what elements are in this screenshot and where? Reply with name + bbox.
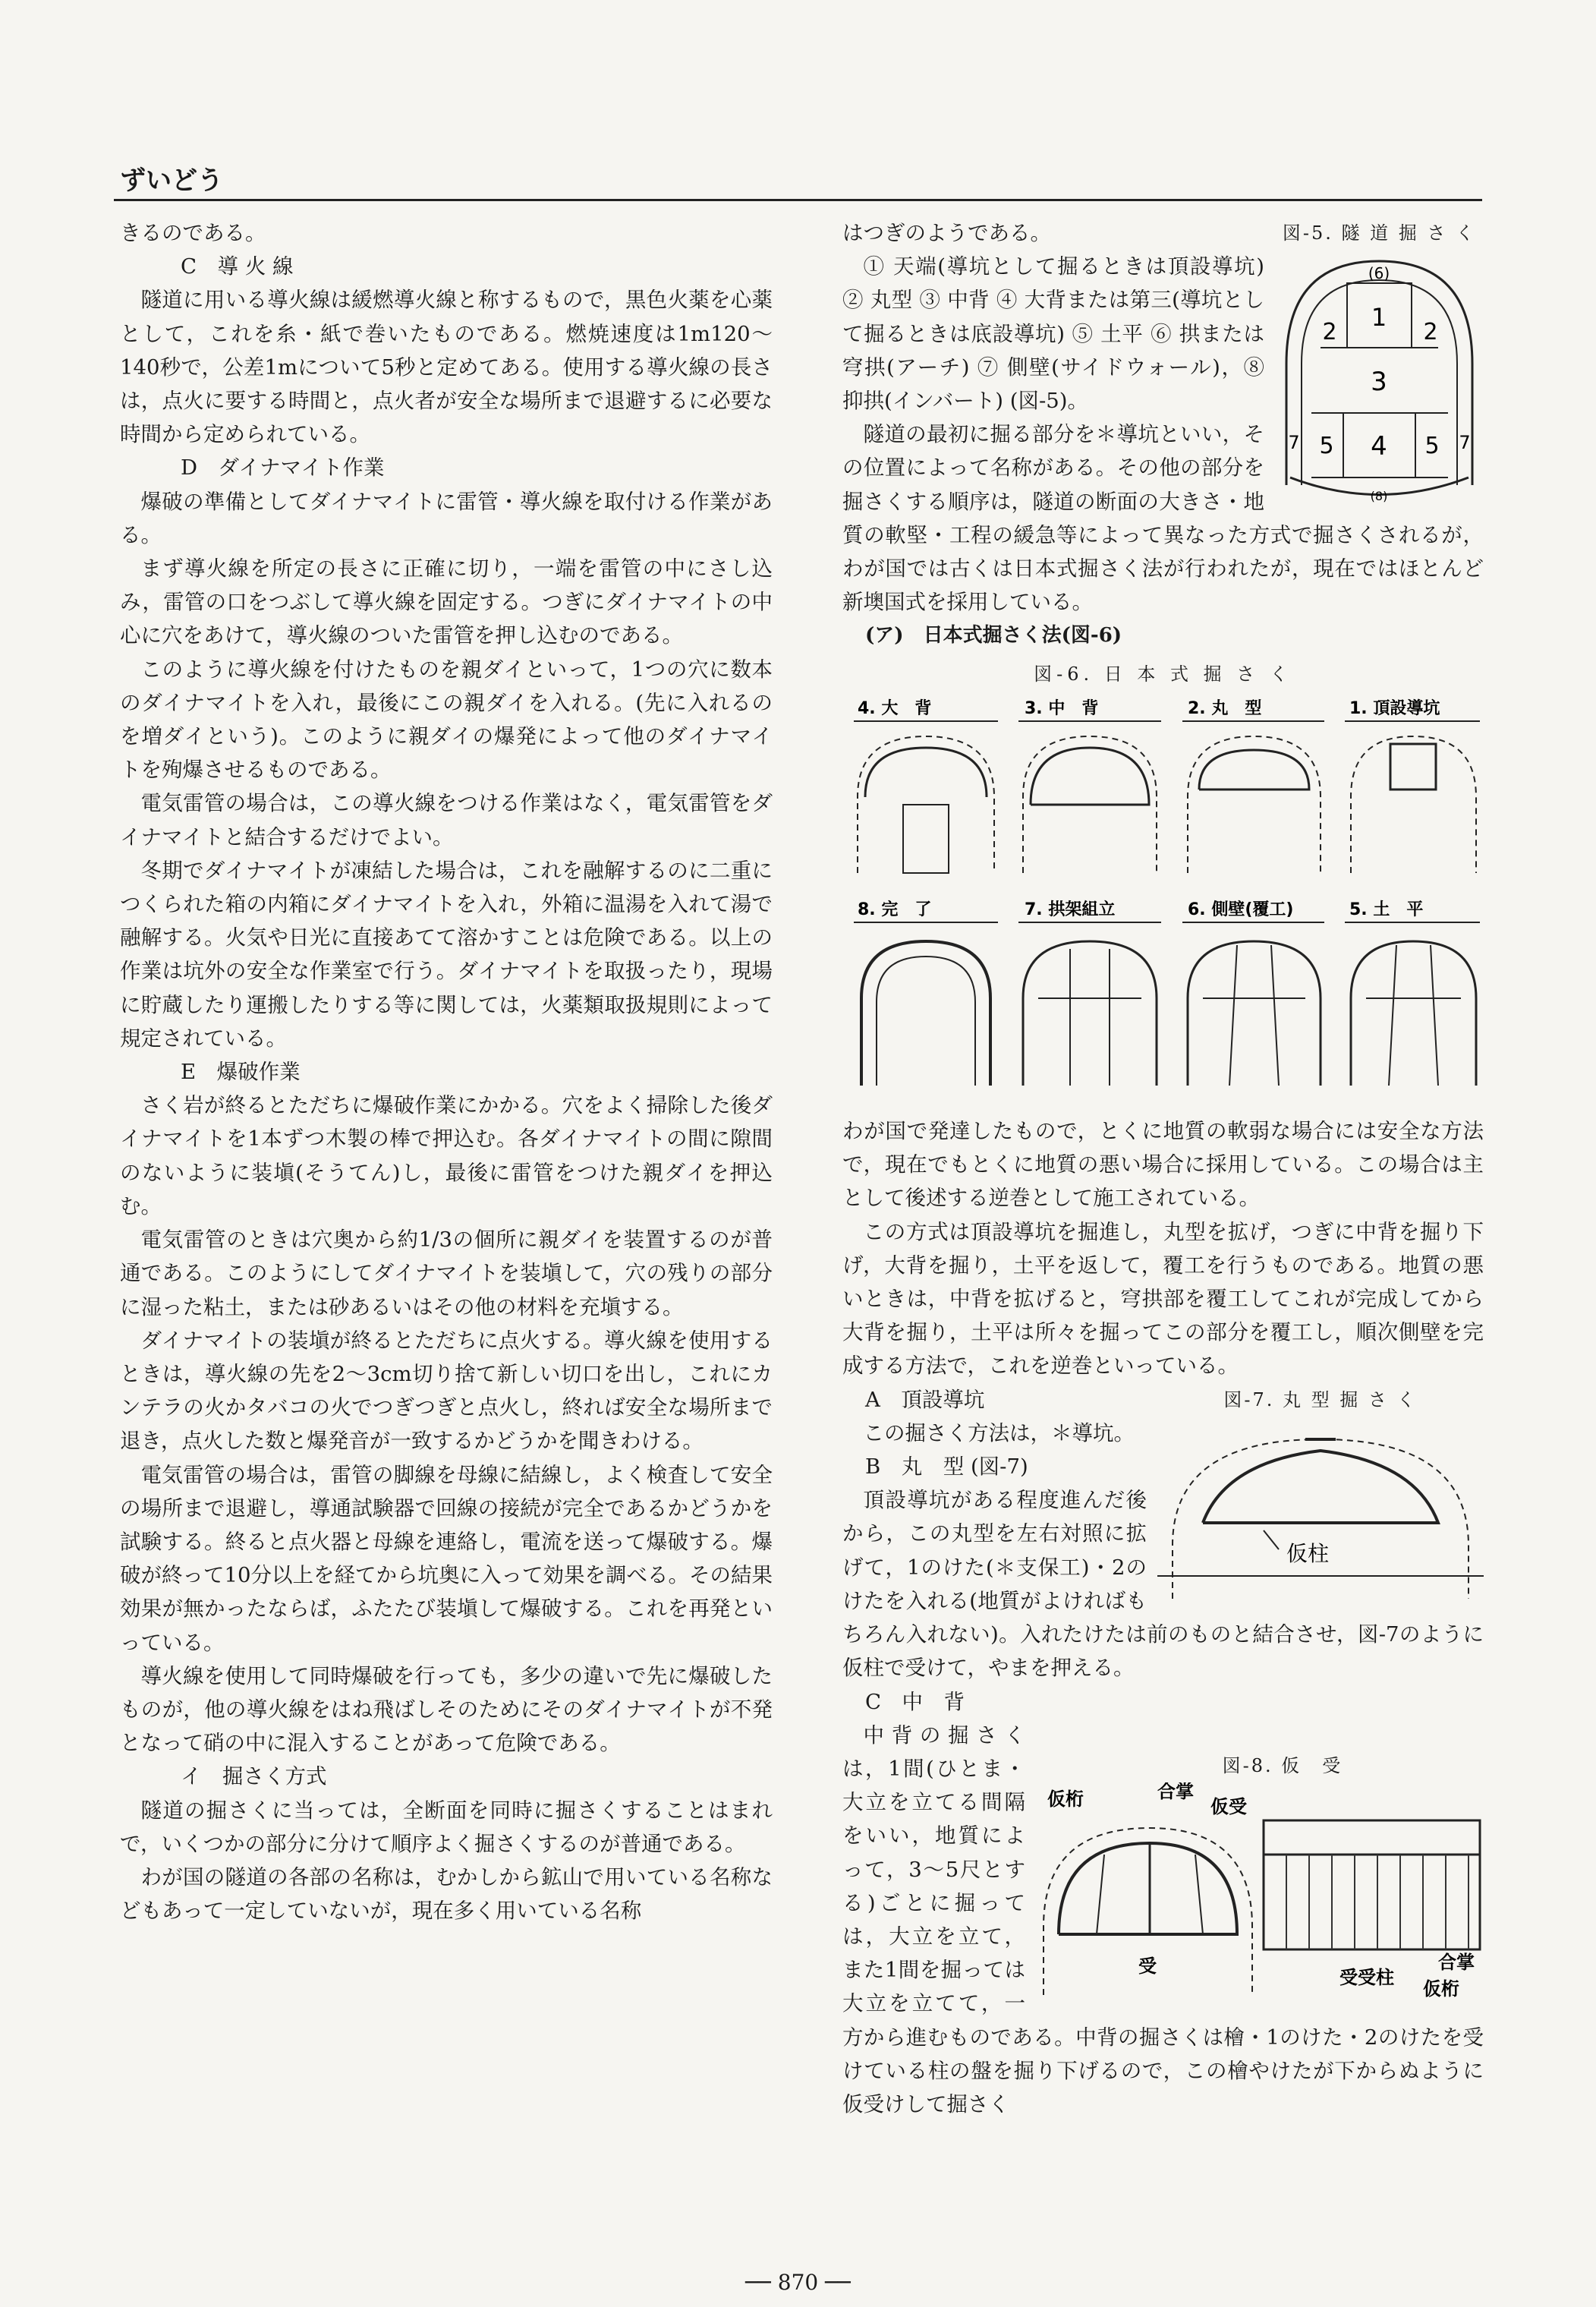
stage-label: 5. 土 平 xyxy=(1349,900,1424,919)
fig5-label: 7 xyxy=(1288,432,1300,454)
fig5-label: (6) xyxy=(1368,264,1390,283)
fig8-label: 合掌 xyxy=(1157,1782,1194,1802)
paragraph: わが国の隧道の各部の名称は，むかしから鉱山で用いている名称などもあって一定していないが，現在多く用いている名称 xyxy=(120,1864,773,1924)
temporary-support-diagram xyxy=(1036,1782,1484,2003)
stage-label: 3. 中 背 xyxy=(1025,698,1099,718)
paragraph: 隧道の最初に掘る部分を＊導坑といい，その位置によって名称がある。その他の部分を掘さくする順序は，隧道の断面の大きさ・地質の軟堅・工程の緩急等によって異なった方式で掘さくされるが，わが国では古くは日本式掘さく法が行われたが，現在ではほとんど新墺国式を採用している。 xyxy=(842,422,1484,615)
fig7-label: 仮柱 xyxy=(1286,1540,1330,1566)
running-header: ずいどう xyxy=(120,165,223,196)
fig8-label: 仮桁 xyxy=(1423,1978,1459,2000)
paragraph: はつぎのようである。 xyxy=(842,221,1051,245)
paragraph: きるのである。 xyxy=(120,221,266,245)
fig8-label: 合掌 xyxy=(1438,1951,1475,1973)
section-heading: D ダイナマイト作業 xyxy=(181,455,385,481)
section-heading: B 丸 型 (図-7) xyxy=(865,1454,1028,1480)
fig8-label: 仮桁 xyxy=(1047,1788,1084,1810)
fig8-label: 受 xyxy=(1138,1955,1157,1977)
paragraph: このように導火線を付けたものを親ダイといって，1つの穴に数本のダイナマイトを入れ，最後にこの親ダイを入れる。(先に入れるのを増ダイという)。このように親ダイの爆発によって他のダイナマイトを殉爆させるものである。 xyxy=(120,657,773,783)
paragraph: 電気雷管の場合は，雷管の脚線を母線に結線し，よく検査して安全の場所まで退避し，導通試験器で回線の接続が完全であるかどうかを試験する。終ると点火器と母線を連絡し，電流を送って爆破する。爆破が終って10分以上を経てから坑奥に入って効果を調べる。その結果効果が無かったならば，ふたたび装塡して爆破する。これを再発といっている。 xyxy=(120,1462,773,1655)
fig5-label: 4 xyxy=(1371,431,1387,462)
paragraph: わが国で発達したもので，とくに地質の軟弱な場合には安全な方法で，現在でもとくに地質の悪い場合に採用している。この場合は主として後述する逆巻として施工されている。 xyxy=(842,1119,1484,1211)
round-excavation-diagram xyxy=(1157,1417,1484,1603)
paragraph: 爆破の準備としてダイナマイトに雷管・導火線を取付ける作業がある。 xyxy=(120,489,773,547)
paragraph: 隧道に用いる導火線は緩燃導火線と称するもので，黒色火薬を心薬として，これを糸・紙で巻いたものである。燃焼速度は1m120〜140秒で，公差1mについて5秒と定めてある。使用する導火線の長さは，点火に要する時間と，点火者が安全な場所まで退避するに必要な時間から定められている。 xyxy=(120,288,773,447)
figure-6 xyxy=(842,657,1484,1107)
fig8-label: 仮受 xyxy=(1210,1795,1247,1817)
fig5-label: 2 xyxy=(1423,319,1438,346)
paragraph: 電気雷管のときは穴奥から約1/3の個所に親ダイを装置するのが普通である。このようにしてダイナマイトを装塡して，穴の残りの部分に湿った粘土，または砂あるいはその他の材料を充塡する。 xyxy=(120,1228,773,1319)
paragraph: ダイナマイトの装塡が終るとただちに点火する。導火線を使用するときは，導火線の先を2〜3cm切り捨て新しい切口を出し，これにカンテラの火かタバコの火でつぎつぎと点火し，終れば安全な場所まで退き，点火した数と爆発音が一致するかどうかを聞きわける。 xyxy=(120,1328,773,1454)
stage-label: 1. 頂設導坑 xyxy=(1349,698,1440,718)
paragraph: 頂設導坑がある程度進んだ後から，この丸型を左右対照に拡げて，1のけた(＊支保工)・2のけたを入れる(地質がよければもちろん入れない)。入れたけたは前のものと結合させ，図-7のように仮柱で受けて，やまを押える。 xyxy=(842,1488,1484,1681)
tunnel-section-diagram xyxy=(1275,250,1484,504)
figure-caption: 図-8. 仮 受 xyxy=(1222,1754,1343,1776)
page-number: ── 870 ── xyxy=(745,2270,851,2295)
header-rule xyxy=(114,199,1482,201)
fig8-label: 受受柱 xyxy=(1339,1966,1394,1988)
fig5-label: (8) xyxy=(1370,489,1388,504)
fig5-label: 3 xyxy=(1371,367,1387,398)
figure-5 xyxy=(1275,216,1484,514)
stage-label: 4. 大 背 xyxy=(858,698,932,718)
figure-caption: 図-6. 日 本 式 掘 さ く xyxy=(1034,663,1292,685)
paragraph: 導火線を使用して同時爆破を行っても，多少の違いで先に爆破したものが，他の導火線をはね飛ばしそのためにそのダイナマイトが不発となって硝の中に混入することがあって危険である。 xyxy=(120,1663,773,1756)
figure-7 xyxy=(1157,1383,1484,1612)
section-heading: A 頂設導坑 xyxy=(865,1387,985,1412)
stage-label: 7. 拱架組立 xyxy=(1025,900,1116,919)
section-heading: E 爆破作業 xyxy=(181,1060,301,1085)
fig5-label: 1 xyxy=(1371,303,1387,332)
stage-label: 8. 完 了 xyxy=(858,900,932,919)
section-heading: イ 掘さく方式 xyxy=(181,1764,327,1789)
figure-8 xyxy=(1036,1749,1484,2012)
stage-label: 2. 丸 型 xyxy=(1188,698,1262,718)
paragraph: 中背の掘さくは，1間(ひとま・大立を立てる間隔をいい，地質によって，3〜5尺とする)ごとに掘っては，大立を立て，また1間を掘っては大立を立てて，一方から進むものである。中背の掘さくは檜・1のけた・2のけたを受けている柱の盤を掘り下げるので，この檜やけたが下からぬように仮受けして掘さく xyxy=(842,1722,1484,2116)
right-column xyxy=(842,216,1484,2121)
figure-caption: 図-7. 丸 型 掘 さ く xyxy=(1223,1388,1418,1410)
paragraph: この方式は頂設導坑を掘進し，丸型を拡げ，つぎに中背を掘り下げ，大背を掘り，土平を返して，覆工を行うものである。地質の悪いときは，中背を拡げると，穹拱部を覆工してこれが完成してから大背を掘り，土平は所々を掘ってこの部分を覆工し，順次側壁を完成する方法で，これを逆巻といっている。 xyxy=(842,1219,1484,1379)
paragraph: 冬期でダイナマイトが凍結した場合は，これを融解するのに二重につくられた箱の内箱にダイナマイトを入れ，外箱に温湯を入れて湯で融解する。火気や日光に直接あてて溶かすことは危険である。以上の作業は坑外の安全な作業室で行う。ダイナマイトを取扱ったり，現場に貯蔵したり運搬したりする等に関しては，火薬類取扱規則によって規定されている。 xyxy=(120,858,773,1051)
fig5-label: 7 xyxy=(1459,432,1471,454)
section-heading: C 中 背 xyxy=(865,1689,965,1714)
paragraph: この掘さく方法は，＊導坑。 xyxy=(863,1420,1135,1445)
paragraph: まず導火線を所定の長さに正確に切り，一端を雷管の中にさし込み，雷管の口をつぶして導火線を固定する。つぎにダイナマイトの中心に穴をあけて，導火線のついた雷管を押し込むのである。 xyxy=(120,556,773,648)
paragraph: ① 天端(導坑として掘るときは頂設導坑) ② 丸型 ③ 中背 ④ 大背または第三(導坑として掘るときは底設導坑) ⑤ 土平 ⑥ 拱または穹拱(アーチ) ⑦ 側壁(サイドウォール)，⑧ 抑拱(インバート) (図-5)。 xyxy=(842,254,1264,414)
stage-label: 6. 側壁(覆工) xyxy=(1188,900,1294,919)
paragraph: 隧道の掘さくに当っては，全断面を同時に掘さくすることはまれで，いくつかの部分に分けて順序よく掘さくするのが普通である。 xyxy=(120,1798,773,1856)
fig5-label: 2 xyxy=(1322,319,1337,346)
fig5-label: 5 xyxy=(1424,433,1440,460)
left-column xyxy=(120,216,773,1927)
fig5-label: 5 xyxy=(1319,433,1334,460)
paragraph: 電気雷管の場合は，この導火線をつける作業はなく，電気雷管をダイナマイトと結合するだけでよい。 xyxy=(120,791,773,849)
excavation-stages-diagram xyxy=(842,691,1484,1097)
figure-caption: 図-5. 隧 道 掘 さ く xyxy=(1282,222,1477,244)
section-heading: (ア) 日本式掘さく法(図-6) xyxy=(865,624,1122,648)
section-heading: C 導 火 線 xyxy=(181,254,294,279)
paragraph: さく岩が終るとただちに爆破作業にかかる。穴をよく掃除した後ダイナマイトを1本ずつ木製の棒で押込む。各ダイナマイトの間に隙間のないように装塡(そうてん)し，最後に雷管をつけた親ダイを押込む。 xyxy=(120,1093,773,1218)
